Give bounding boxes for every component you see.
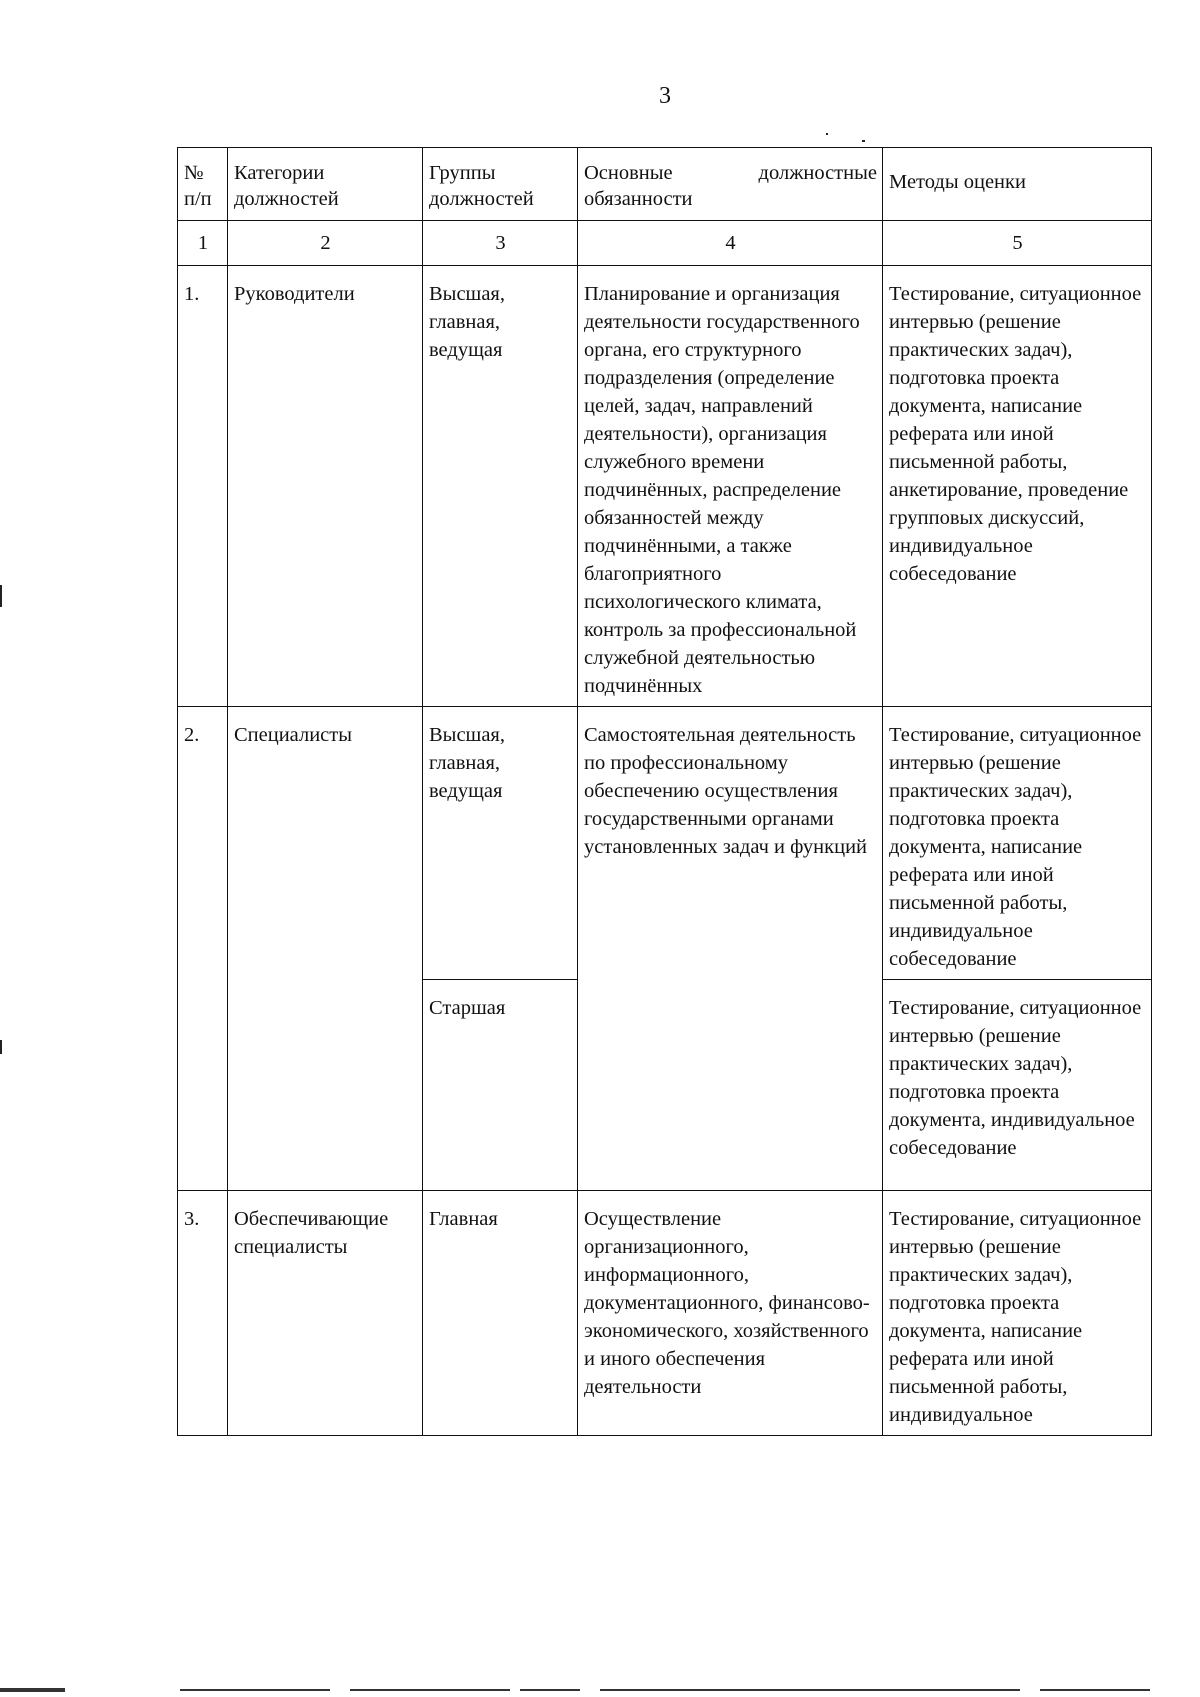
column-number: 5 bbox=[883, 221, 1152, 266]
column-number: 1 bbox=[178, 221, 228, 266]
column-number-row bbox=[178, 221, 1152, 266]
header-category: Категории должностей bbox=[228, 148, 423, 221]
row-category: Руководители bbox=[228, 266, 423, 707]
evaluation-methods-table bbox=[177, 147, 1152, 1436]
row-methods: Тестирование, ситуационное интервью (решение практических задач), подготовка проекта документа, написание реферата или иной письменной работы, анкетирование, проведение групповых дискуссий, индивидуальное собеседование bbox=[883, 266, 1152, 707]
table-row bbox=[178, 707, 1152, 980]
row-category: Обеспечивающие специалисты bbox=[228, 1191, 423, 1436]
scan-dot bbox=[862, 140, 865, 142]
header-methods: Методы оценки bbox=[883, 148, 1152, 221]
row-duties: Самостоятельная деятельность по профессиональному обеспечению осуществления государственными органами установленных задач и функций bbox=[578, 707, 883, 1191]
header-duties: Основные должностные обязанности bbox=[578, 148, 883, 221]
scan-bottom-line bbox=[180, 1689, 330, 1691]
row-methods: Тестирование, ситуационное интервью (решение практических задач), подготовка проекта документа, написание реферата или иной письменной работы, индивидуальное собеседование bbox=[883, 707, 1152, 980]
scan-bottom-line bbox=[350, 1689, 510, 1691]
scan-bottom-line bbox=[520, 1689, 580, 1691]
row-category: Специалисты bbox=[228, 707, 423, 1191]
table-row bbox=[178, 1191, 1152, 1436]
row-duties: Планирование и организация деятельности государственного органа, его структурного подразделения (определение целей, задач, направлений деятельности), организация служебного времени подчинённых, распределение обязанностей между подчинёнными, а также благоприятного психологического климата, контроль за профессиональной служебной деятельностью подчинённых bbox=[578, 266, 883, 707]
row-duties: Осуществление организационного, информационного, документационного, финансово-экономического, хозяйственного и иного обеспечения деятельности bbox=[578, 1191, 883, 1436]
row-num: 1. bbox=[178, 266, 228, 707]
header-group: Группы должностей bbox=[423, 148, 578, 221]
row-group: Главная bbox=[423, 1191, 578, 1436]
scan-bottom-line bbox=[0, 1688, 65, 1692]
scan-bottom-line bbox=[1040, 1689, 1150, 1691]
scan-bottom-line bbox=[600, 1689, 1020, 1691]
column-number: 3 bbox=[423, 221, 578, 266]
row-num: 3. bbox=[178, 1191, 228, 1436]
scan-edge-mark bbox=[0, 585, 2, 607]
table-header-row bbox=[178, 148, 1152, 221]
row-group: Высшая, главная, ведущая bbox=[423, 266, 578, 707]
page-number: 3 bbox=[659, 83, 671, 109]
column-number: 2 bbox=[228, 221, 423, 266]
row-group: Старшая bbox=[423, 980, 578, 1191]
row-methods: Тестирование, ситуационное интервью (решение практических задач), подготовка проекта документа, написание реферата или иной письменной работы, индивидуальное bbox=[883, 1191, 1152, 1436]
row-methods: Тестирование, ситуационное интервью (решение практических задач), подготовка проекта документа, индивидуальное собеседование bbox=[883, 980, 1152, 1191]
scan-edge-mark bbox=[0, 1040, 2, 1054]
row-group: Высшая, главная, ведущая bbox=[423, 707, 578, 980]
column-number: 4 bbox=[578, 221, 883, 266]
table-row bbox=[178, 266, 1152, 707]
header-num: № п/п bbox=[178, 148, 228, 221]
scan-dot bbox=[826, 133, 828, 135]
row-num: 2. bbox=[178, 707, 228, 1191]
